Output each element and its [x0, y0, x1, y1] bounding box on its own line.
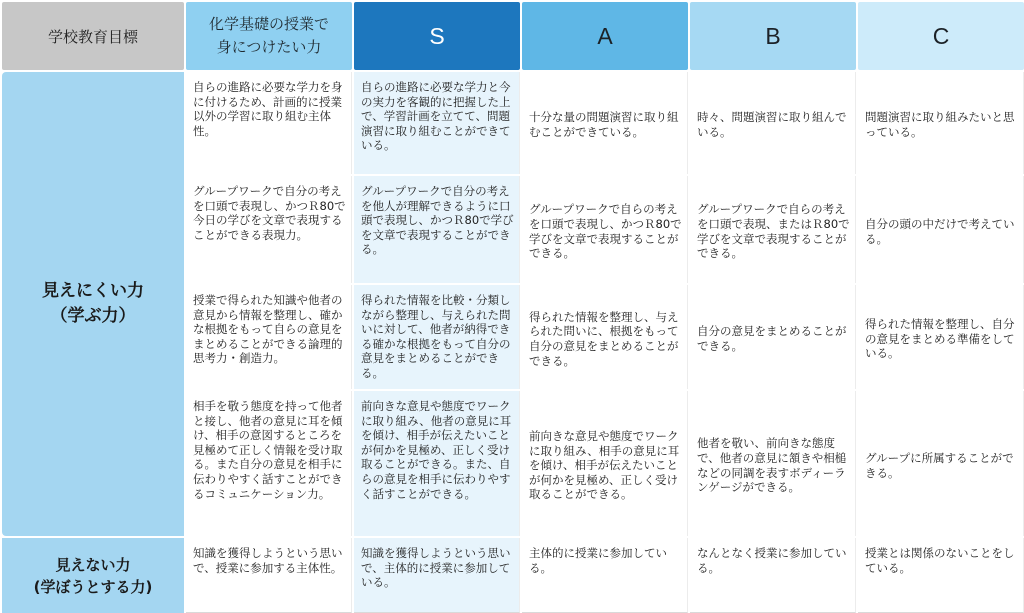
table-cell-grade-s — [354, 176, 520, 283]
cell-text: 問題演習に取り組みたいと思っている。 — [865, 110, 1015, 139]
cell-text: 時々、問題演習に取り組んでいる。 — [697, 110, 847, 139]
header-grade-b-label: B — [765, 22, 781, 49]
cell-text: グループワークで自分の考えを口頭で表現し、かつＲ80で今日の学びを文章で表現することができる表現力。 — [193, 184, 346, 242]
cell-text: 前向きな意見や態度でワークに取り組み、他者の意見に耳を傾け、相手が伝えたいことが何かを見極め、正しく受け取ることができる。また、自らの意見を相手に伝わりやすく話すことができる。 — [361, 399, 512, 501]
cell-text: 得られた情報を比較・分類しながら整理し、与えられた問いに対して、他者が納得できる確かな根拠をもって自分の意見をまとめることができる。 — [361, 293, 511, 380]
cell-text: グループワークで自らの考えを口頭で表現、またはＲ80で学びを文章で表現することができる。 — [697, 202, 850, 261]
cell-text: 前向きな意見や態度でワークに取り組み、相手の意見に耳を傾け、相手が伝えたいことが何かを見極め、正しく受け取ることができる。 — [529, 429, 680, 502]
cell-text: 得られた情報を整理し、自分の意見をまとめる準備をしている。 — [865, 317, 1015, 361]
table-cell-grade-a — [522, 391, 688, 536]
table-cell-grade-b — [690, 176, 856, 283]
cell-text: 知識を獲得しようという思いで、授業に参加する主体性。 — [193, 546, 343, 575]
table-cell-grade-c — [858, 176, 1024, 283]
table-cell-grade-s — [354, 285, 520, 389]
header-target-skill-line2: 身につけたい力 — [216, 38, 322, 56]
section-header-visible-hard — [2, 72, 184, 536]
section-title-visible-hard: 見えにくい力 — [42, 281, 144, 301]
table-cell-grade-s — [354, 391, 520, 536]
cell-text: グループワークで自らの考えを口頭で表現し、かつＲ80で学びを文章で表現することができる。 — [529, 202, 682, 261]
table-cell-grade-a — [522, 72, 688, 174]
header-grade-s-label: S — [429, 22, 445, 49]
cell-text: 他者を敬い、前向きな態度で、他者の意見に頷きや相槌などの同調を表すボディーランゲージができる。 — [697, 436, 847, 495]
table-cell-grade-b — [690, 285, 856, 389]
cell-text: 主体的に授業に参加している。 — [529, 546, 667, 575]
table-cell-skill — [186, 176, 352, 283]
cell-text: 相手を敬う態度を持って他者と接し、他者の意見に耳を傾け、相手の意図するところを見極めて正しく情報を受け取る。また自分の意見を相手に伝わりやすく話すことができるコミュニケーション力。 — [193, 399, 343, 501]
table-cell-grade-b — [690, 72, 856, 174]
cell-text: 自分の意見をまとめることができる。 — [697, 324, 847, 353]
header-grade-c-label: C — [932, 22, 950, 49]
table-cell-grade-a — [522, 538, 688, 613]
header-grade-c — [858, 2, 1024, 70]
header-grade-a-label: A — [597, 22, 613, 49]
table-cell-skill — [186, 391, 352, 536]
cell-text: 自分の頭の中だけで考えている。 — [865, 216, 1015, 246]
table-cell-grade-a — [522, 176, 688, 283]
table-cell-grade-b — [690, 538, 856, 613]
section-header-invisible — [2, 538, 184, 613]
cell-text: グループワークで自分の考えを他人が理解できるように口頭で表現し、かつＲ80で学びを文章で表現することができる。 — [361, 184, 514, 257]
header-school-goal — [2, 2, 184, 70]
cell-text: 得られた情報を整理し、与えられた問いに、根拠をもって自分の意見をまとめることができる。 — [529, 309, 679, 368]
table-cell-skill — [186, 285, 352, 389]
header-school-goal-label: 学校教育目標 — [47, 27, 138, 46]
table-cell-skill — [186, 538, 352, 613]
cell-text: 知識を獲得しようという思いで、主体的に授業に参加している。 — [361, 546, 511, 590]
section-subtitle-invisible: (学ぼうとする力) — [33, 577, 153, 596]
header-target-skill-line1: 化学基礎の授業で — [208, 15, 329, 33]
table-cell-grade-s — [354, 538, 520, 613]
table-cell-grade-c — [858, 285, 1024, 389]
table-cell-grade-a — [522, 285, 688, 389]
table-cell-skill — [186, 72, 352, 174]
cell-text: 授業で得られた知識や他者の意見から情報を整理し、確かな根拠をもって自らの意見をまとめることができる論理的思考力・創造力。 — [193, 293, 343, 366]
header-grade-a — [522, 2, 688, 70]
cell-text: 自らの進路に必要な学力を身に付けるため、計画的に授業以外の学習に取り組む主体性。 — [193, 80, 343, 138]
table-cell-grade-b — [690, 391, 856, 536]
section-title-invisible: 見えない力 — [55, 555, 131, 574]
header-grade-b — [690, 2, 856, 70]
section-subtitle-visible-hard: （学ぶ力） — [50, 306, 136, 326]
cell-text: 自らの進路に必要な学力と今の実力を客観的に把握した上で、学習計画を立てて、問題演習に取り組むことができている。 — [361, 80, 511, 153]
header-grade-s — [354, 2, 520, 70]
cell-text: 授業とは関係のないことをしている。 — [865, 546, 1015, 575]
table-cell-grade-s — [354, 72, 520, 174]
table-cell-grade-c — [858, 391, 1024, 536]
cell-text: 十分な量の問題演習に取り組むことができている。 — [529, 110, 679, 139]
table-cell-grade-c — [858, 72, 1024, 174]
cell-text: グループに所属することができる。 — [865, 450, 1014, 480]
table-cell-grade-c — [858, 538, 1024, 613]
cell-text: なんとなく授業に参加している。 — [697, 546, 847, 575]
header-target-skill — [186, 2, 352, 70]
